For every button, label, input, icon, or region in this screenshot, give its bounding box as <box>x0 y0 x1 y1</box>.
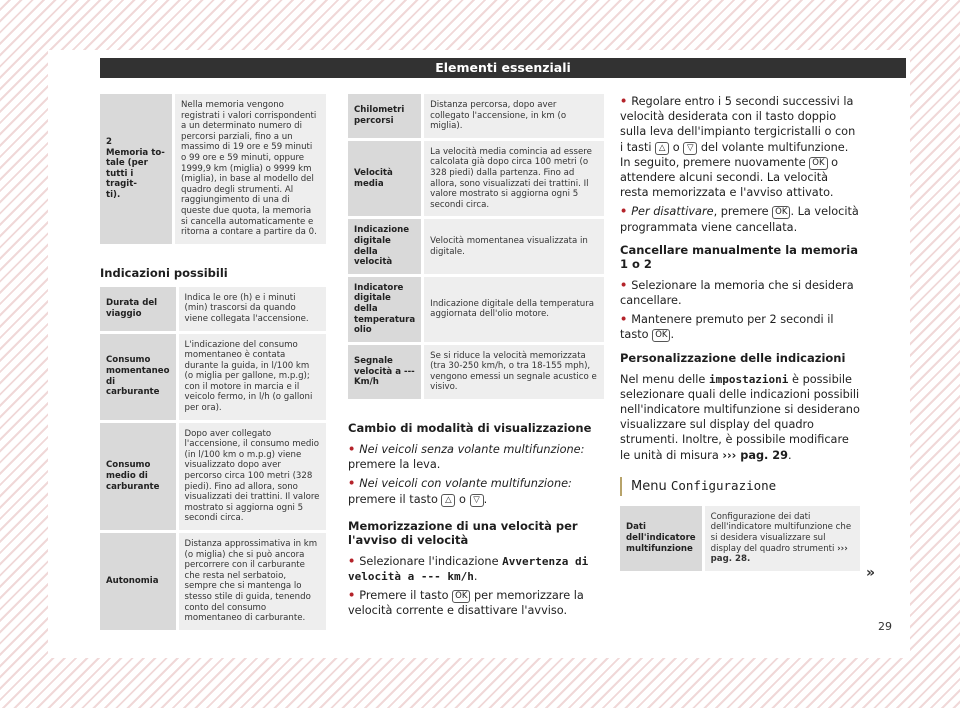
table-value: L'indicazione del consumo momentaneo è contata durante la guida, in l/100 km (o miglia per gallone, m.p.g); con il motore in marcia e il veicolo fermo, in l/h (o galloni per ora). <box>177 332 326 421</box>
down-key-icon: ▽ <box>470 494 484 507</box>
indications-table-2 <box>348 94 604 399</box>
table-value: Configurazione dei dati dell'indicatore multifunzione che si desidera visualizzare sul display del quadro strumenti ››› pag. 28. <box>703 506 860 571</box>
ok-key-icon: OK <box>772 206 790 219</box>
bullet-item: • Selezionare la memoria che si desidera cancellare. <box>620 278 854 308</box>
bullet-icon: • <box>620 205 628 219</box>
table-row <box>348 218 604 275</box>
table-row <box>100 94 326 244</box>
table-row <box>100 532 326 630</box>
bullet-item: • Nei veicoli con volante multifunzione: premere il tasto △ o ▽ . <box>348 477 572 506</box>
column-middle <box>348 94 604 623</box>
bullet-item: • Per disattivare, premere OK . La velocità programmata viene cancellata. <box>620 205 859 234</box>
table-value: Indica le ore (h) e i minuti (min) trascorsi da quando viene collegata l'accensione. <box>177 287 326 332</box>
table-key: Indicatore digitale della temperatura olio <box>348 275 423 343</box>
menu-heading: Menu Configurazione <box>620 477 860 496</box>
bullet-icon: • <box>348 477 356 491</box>
section-title: Cambio di modalità di visualizzazione <box>348 421 592 436</box>
column-left <box>100 94 326 630</box>
bullet-item: • Selezionare l'indicazione Avvertenza di velocità a --- km/h. <box>348 554 589 584</box>
continue-icon: » <box>866 565 876 581</box>
ok-key-icon: OK <box>809 157 827 170</box>
bullet-icon: • <box>348 589 356 603</box>
table-key: Chilometri percorsi <box>348 94 423 139</box>
table-value: Velocità momentanea visualizzata in digitale. <box>423 218 604 275</box>
ok-key-icon: OK <box>652 329 670 342</box>
bullet-icon: • <box>348 554 356 568</box>
table-value: Nella memoria vengono registrati i valori corrispondenti a un determinato numero di percorsi parziali, fino a un massimo di 19 ore e 59 minuti o 99 ore e 59 minuti, oppure 1999,9 km (miglia) o 9999 km (miglia), in base al modello del quadro degli strumenti. Al raggiungimento di una di queste due quota, la memoria si cancella automaticamente e ritorna a contare a partire da 0. <box>174 94 327 244</box>
table-row <box>348 139 604 218</box>
page-reference-link[interactable]: ››› pag. 29 <box>722 448 788 462</box>
table-row <box>348 343 604 399</box>
bullet-icon: • <box>620 278 628 292</box>
table-value: Distanza percorsa, dopo aver collegato l'accensione, in km (o miglia). <box>423 94 604 139</box>
page-number: 29 <box>878 620 892 633</box>
section-title: Indicazioni possibili <box>100 265 228 280</box>
table-key: Durata del viaggio <box>100 287 177 332</box>
table-key: Consumo medio di carburante <box>100 421 177 531</box>
column-right <box>620 94 860 571</box>
bullet-item: • Nei veicoli senza volante multifunzione: premere la leva. <box>348 443 585 472</box>
page-reference-link[interactable]: ››› pag. 28. <box>710 543 848 565</box>
manual-page <box>48 50 910 658</box>
down-key-icon: ▽ <box>683 142 697 155</box>
table-row <box>100 332 326 421</box>
section-title: Personalizzazione delle indicazioni <box>620 350 846 365</box>
bullet-item: • Premere il tasto OK per memorizzare la velocità corrente e disattivare l'avviso. <box>348 589 584 618</box>
table-key: Indicazione digitale della velocità <box>348 218 423 275</box>
table-key: Dati dell'indicatore multifunzione <box>620 506 703 571</box>
section-title: Memorizzazione di una velocità per l'avviso di velocità <box>348 518 578 547</box>
table-row <box>100 421 326 531</box>
bullet-item: • Regolare entro i 5 secondi successivi la velocità desiderata con il tasto doppio sulla leva dell'impianto tergicristalli o con i tasti △ o ▽ del volante multifunzione. In seguito, premere nuovamente OK o attendere alcuni secondi. La velocità resta memorizzata e l'avviso attivato. <box>620 95 856 200</box>
table-value: La velocità media comincia ad essere calcolata già dopo circa 100 metri (o 328 piedi) dalla partenza. Fino ad allora, sono visualizzati dei trattini. Il valore mostrato si aggiorna ogni 5 secondi circa. <box>423 139 604 218</box>
bullet-icon: • <box>348 443 356 457</box>
indications-table <box>100 287 326 630</box>
paragraph: Nel menu delle impostazioni è possibile selezionare quali delle indicazioni possibili nell'indicatore multifunzione si desiderano visualizzare sul display del quadro strumenti. Inoltre, è possibile modificare le unità di misura ››› pag. 29. <box>620 372 860 462</box>
bullet-item: • Mantenere premuto per 2 secondi il tasto OK . <box>620 313 834 342</box>
menu-table <box>620 506 860 571</box>
table-key: Velocità media <box>348 139 423 218</box>
table-row <box>348 275 604 343</box>
page-header: Elementi essenziali <box>100 58 906 78</box>
table-value: Distanza approssimativa in km (o miglia) che si può ancora percorrere con il carburante che resta nel serbatoio, sempre che si mantenga lo stesso stile di guida, tenendo conto del consumo momentaneo di carburante. <box>177 532 326 630</box>
table-row <box>100 287 326 332</box>
table-key: Consumo momentaneo di carburante <box>100 332 177 421</box>
table-row <box>348 94 604 139</box>
section-title: Cancellare manualmente la memoria 1 o 2 <box>620 242 858 271</box>
up-key-icon: △ <box>441 494 455 507</box>
table-row <box>620 506 860 571</box>
table-value: Dopo aver collegato l'accensione, il consumo medio (in l/100 km o m.p.g) viene visualizzato dopo aver percorso circa 100 metri (328 piedi). Fino ad allora, sono visualizzati dei trattini. Il valore mostrato si aggiorna ogni 5 secondi circa. <box>177 421 326 531</box>
up-key-icon: △ <box>655 142 669 155</box>
table-value: Se si riduce la velocità memorizzata (tra 30-250 km/h, o tra 18-155 mph), vengono emessi un segnale acustico e visivo. <box>423 343 604 399</box>
table-key: Autonomia <box>100 532 177 630</box>
bullet-icon: • <box>620 313 628 327</box>
table-key: Segnale velocità a --- Km/h <box>348 343 423 399</box>
ok-key-icon: OK <box>452 590 470 603</box>
table-key: 2 Memoria to- tale (per tutti i tragit- ti). <box>100 94 174 244</box>
table-value: Indicazione digitale della temperatura aggiornata dell'olio motore. <box>423 275 604 343</box>
bullet-icon: • <box>620 95 628 108</box>
memory-table <box>100 94 326 244</box>
